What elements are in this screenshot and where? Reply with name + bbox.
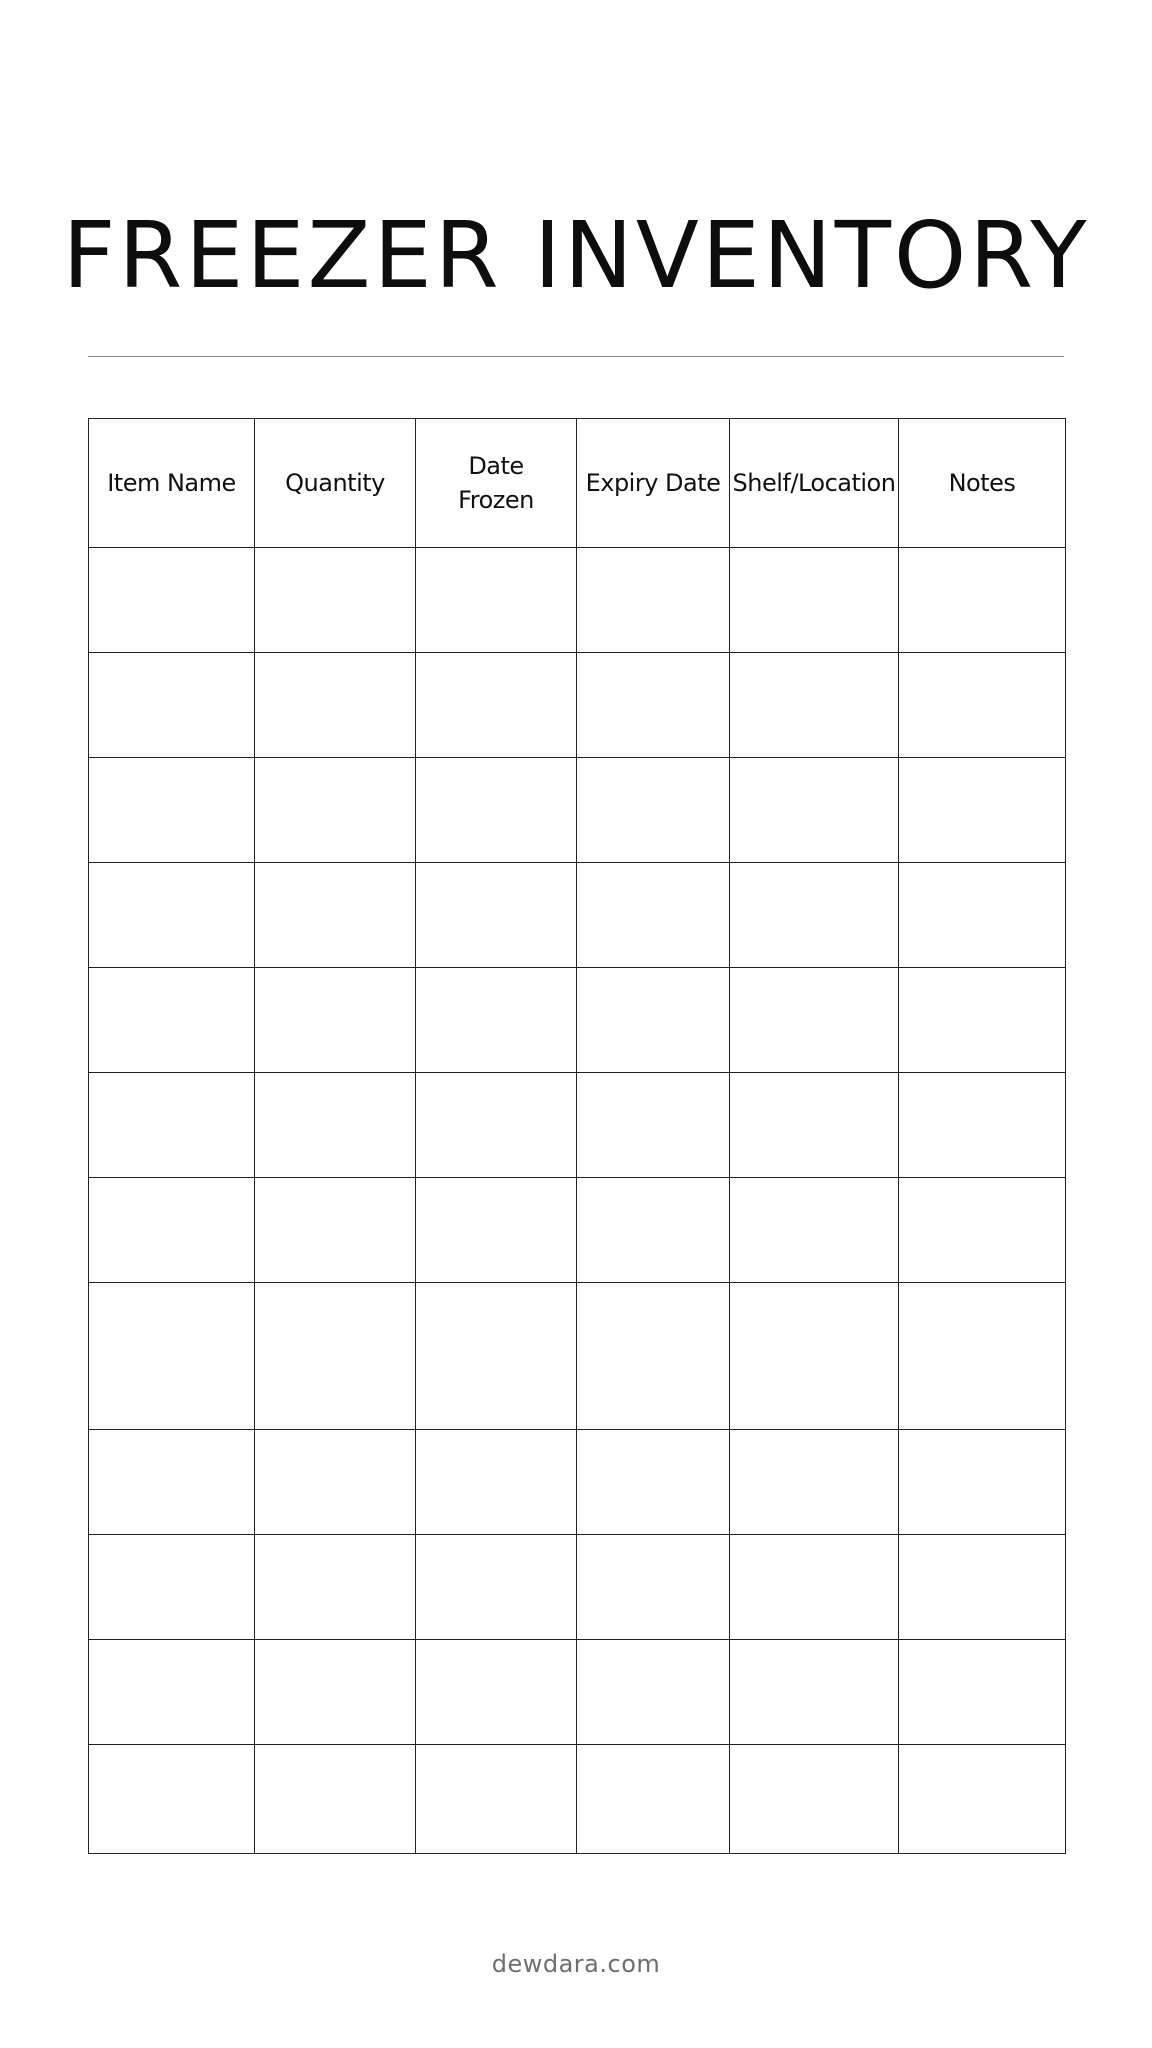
table-cell-quantity[interactable] bbox=[255, 653, 416, 758]
table-cell-item-name[interactable] bbox=[89, 758, 255, 863]
table-cell-notes[interactable] bbox=[899, 1745, 1066, 1854]
table-cell-quantity[interactable] bbox=[255, 1535, 416, 1640]
table-cell-date-frozen[interactable] bbox=[416, 758, 577, 863]
table-cell-date-frozen[interactable] bbox=[416, 548, 577, 653]
table-cell-quantity[interactable] bbox=[255, 968, 416, 1073]
table-cell-date-frozen[interactable] bbox=[416, 1283, 577, 1430]
table-cell-date-frozen[interactable] bbox=[416, 1745, 577, 1854]
table-cell-item-name[interactable] bbox=[89, 653, 255, 758]
table-cell-expiry-date[interactable] bbox=[577, 1640, 730, 1745]
table-row bbox=[89, 1745, 1066, 1854]
table-cell-date-frozen[interactable] bbox=[416, 1640, 577, 1745]
table-cell-shelf-location[interactable] bbox=[730, 863, 899, 968]
table-cell-shelf-location[interactable] bbox=[730, 1745, 899, 1854]
column-header-date-frozen bbox=[416, 419, 577, 548]
table-cell-shelf-location[interactable] bbox=[730, 758, 899, 863]
table-cell-shelf-location[interactable] bbox=[730, 653, 899, 758]
table-cell-quantity[interactable] bbox=[255, 1430, 416, 1535]
table-row bbox=[89, 1283, 1066, 1430]
table-cell-quantity[interactable] bbox=[255, 1640, 416, 1745]
table-cell-expiry-date[interactable] bbox=[577, 1745, 730, 1854]
table-cell-notes[interactable] bbox=[899, 1178, 1066, 1283]
table-cell-shelf-location[interactable] bbox=[730, 548, 899, 653]
table-cell-shelf-location[interactable] bbox=[730, 1430, 899, 1535]
page-title: FREEZER INVENTORY bbox=[62, 202, 1090, 309]
table-row bbox=[89, 1073, 1066, 1178]
table-cell-date-frozen[interactable] bbox=[416, 653, 577, 758]
table-cell-shelf-location[interactable] bbox=[730, 1178, 899, 1283]
table-cell-item-name[interactable] bbox=[89, 968, 255, 1073]
column-header-date-frozen-label: Date Frozen bbox=[458, 452, 534, 514]
table-cell-item-name[interactable] bbox=[89, 863, 255, 968]
table-cell-expiry-date[interactable] bbox=[577, 653, 730, 758]
table-cell-notes[interactable] bbox=[899, 1535, 1066, 1640]
table-cell-notes[interactable] bbox=[899, 548, 1066, 653]
table-row bbox=[89, 1430, 1066, 1535]
table-cell-expiry-date[interactable] bbox=[577, 548, 730, 653]
title-divider bbox=[88, 356, 1064, 357]
table-cell-date-frozen[interactable] bbox=[416, 863, 577, 968]
table-cell-quantity[interactable] bbox=[255, 1283, 416, 1430]
table-cell-notes[interactable] bbox=[899, 1640, 1066, 1745]
table-cell-quantity[interactable] bbox=[255, 863, 416, 968]
table-row bbox=[89, 968, 1066, 1073]
table-cell-date-frozen[interactable] bbox=[416, 968, 577, 1073]
table-cell-item-name[interactable] bbox=[89, 1178, 255, 1283]
table-cell-item-name[interactable] bbox=[89, 1073, 255, 1178]
table-header-row bbox=[89, 419, 1066, 548]
table-cell-item-name[interactable] bbox=[89, 1283, 255, 1430]
table-cell-notes[interactable] bbox=[899, 653, 1066, 758]
table-cell-item-name[interactable] bbox=[89, 548, 255, 653]
table-cell-expiry-date[interactable] bbox=[577, 1430, 730, 1535]
table-cell-item-name[interactable] bbox=[89, 1430, 255, 1535]
table-cell-quantity[interactable] bbox=[255, 548, 416, 653]
table-cell-date-frozen[interactable] bbox=[416, 1535, 577, 1640]
table-cell-expiry-date[interactable] bbox=[577, 1535, 730, 1640]
table-cell-quantity[interactable] bbox=[255, 1745, 416, 1854]
table-cell-shelf-location[interactable] bbox=[730, 1283, 899, 1430]
table-cell-expiry-date[interactable] bbox=[577, 863, 730, 968]
table-cell-expiry-date[interactable] bbox=[577, 1178, 730, 1283]
table-row bbox=[89, 758, 1066, 863]
table-row bbox=[89, 863, 1066, 968]
table-cell-quantity[interactable] bbox=[255, 1073, 416, 1178]
table-cell-expiry-date[interactable] bbox=[577, 1283, 730, 1430]
table-row bbox=[89, 653, 1066, 758]
inventory-table bbox=[88, 418, 1066, 1854]
column-header-item-name: Item Name bbox=[89, 419, 255, 548]
table-row bbox=[89, 548, 1066, 653]
table-cell-item-name[interactable] bbox=[89, 1640, 255, 1745]
table-cell-shelf-location[interactable] bbox=[730, 1640, 899, 1745]
column-header-quantity: Quantity bbox=[255, 419, 416, 548]
column-header-shelf-location: Shelf/Location bbox=[730, 419, 899, 548]
table-cell-shelf-location[interactable] bbox=[730, 1073, 899, 1178]
table-cell-shelf-location[interactable] bbox=[730, 1535, 899, 1640]
table-cell-expiry-date[interactable] bbox=[577, 758, 730, 863]
table-cell-notes[interactable] bbox=[899, 1430, 1066, 1535]
table-cell-expiry-date[interactable] bbox=[577, 1073, 730, 1178]
table-cell-notes[interactable] bbox=[899, 968, 1066, 1073]
column-header-expiry-date: Expiry Date bbox=[577, 419, 730, 548]
table-row bbox=[89, 1535, 1066, 1640]
table-cell-quantity[interactable] bbox=[255, 1178, 416, 1283]
table-cell-notes[interactable] bbox=[899, 1283, 1066, 1430]
table-cell-notes[interactable] bbox=[899, 1073, 1066, 1178]
table-cell-item-name[interactable] bbox=[89, 1535, 255, 1640]
column-header-notes: Notes bbox=[899, 419, 1066, 548]
table-cell-shelf-location[interactable] bbox=[730, 968, 899, 1073]
table-cell-expiry-date[interactable] bbox=[577, 968, 730, 1073]
table-cell-quantity[interactable] bbox=[255, 758, 416, 863]
table-cell-date-frozen[interactable] bbox=[416, 1430, 577, 1535]
table-cell-date-frozen[interactable] bbox=[416, 1073, 577, 1178]
table-cell-notes[interactable] bbox=[899, 758, 1066, 863]
footer-website: dewdara.com bbox=[491, 1950, 661, 1978]
table-cell-date-frozen[interactable] bbox=[416, 1178, 577, 1283]
table-row bbox=[89, 1640, 1066, 1745]
table-row bbox=[89, 1178, 1066, 1283]
table-cell-item-name[interactable] bbox=[89, 1745, 255, 1854]
table-cell-notes[interactable] bbox=[899, 863, 1066, 968]
